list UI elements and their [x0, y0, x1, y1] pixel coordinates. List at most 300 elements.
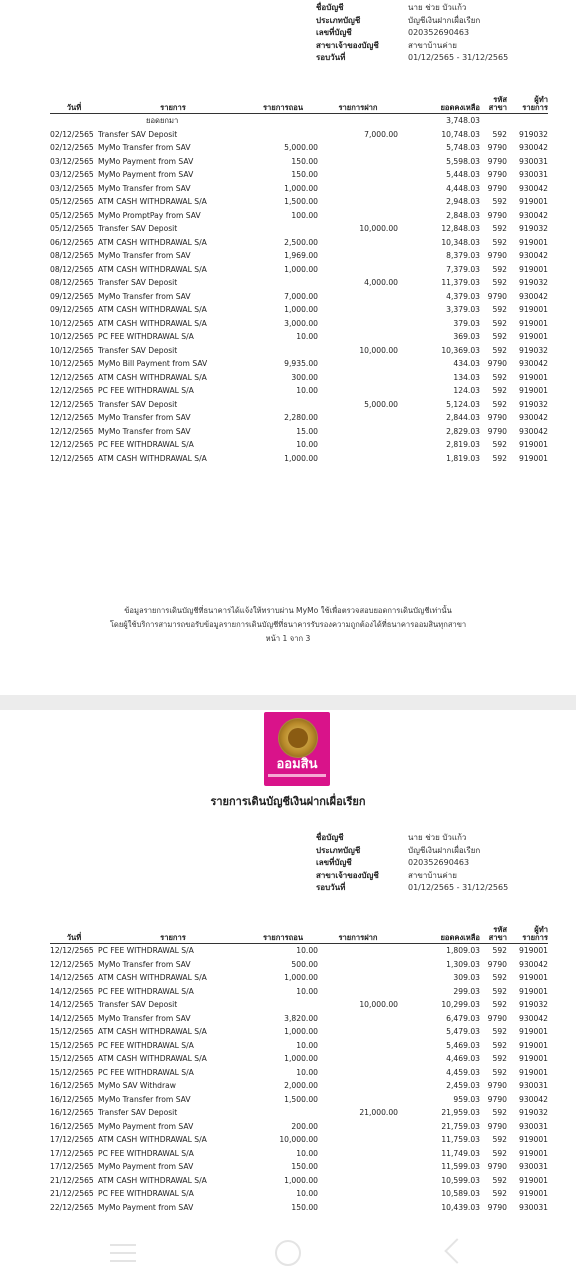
cell-branch-code: 592 [492, 305, 507, 314]
cell-deposit [318, 1133, 398, 1147]
table-row [50, 276, 548, 290]
account-number-value: 020352690463 [408, 28, 470, 37]
cell-branch-code: 592 [492, 1175, 507, 1185]
cell-teller: 930042 [519, 359, 548, 368]
cell-teller: 919001 [519, 453, 548, 463]
cell-deposit [318, 1093, 398, 1107]
cell-balance: 11,599.03 [441, 1162, 480, 1171]
cell-description: PC FEE WITHDRAWAL S/A [98, 1148, 194, 1158]
cell-balance: 11,379.03 [441, 278, 480, 287]
cell-balance: 10,439.03 [441, 1202, 480, 1212]
branch-label: สาขาเจ้าของบัญชี [316, 40, 379, 50]
cell-date: 05/12/2565 [50, 210, 94, 220]
table-body [50, 944, 548, 1215]
cell-withdrawal: 10.00 [296, 440, 318, 449]
cell-deposit [318, 1174, 398, 1188]
back-icon[interactable] [444, 1238, 469, 1263]
table-row [50, 357, 548, 371]
cell-branch-code: 9790 [487, 183, 507, 193]
cell-description: Transfer SAV Deposit [98, 1000, 178, 1009]
cell-description: ATM CASH WITHDRAWAL S/A [98, 264, 207, 274]
col-withdraw-header: รายการถอน [248, 924, 318, 944]
cell-deposit [318, 985, 398, 999]
table-row [50, 1174, 548, 1188]
cell-teller: 930042 [519, 426, 548, 436]
android-nav-bar [0, 1230, 576, 1280]
cell-deposit: 5,000.00 [364, 399, 398, 409]
cell-teller: 930042 [519, 1013, 548, 1023]
cell-balance: 12,848.03 [441, 224, 480, 233]
table-row [50, 1160, 548, 1174]
cell-date: 15/12/2565 [50, 1040, 94, 1050]
branch-value: สาขาบ้านค่าย [408, 40, 457, 50]
cell-branch-code: 9790 [487, 1121, 507, 1131]
cell-description: PC FEE WITHDRAWAL S/A [98, 332, 194, 341]
cell-description: MyMo Transfer from SAV [98, 291, 191, 301]
cell-withdrawal: 10.00 [296, 946, 318, 955]
cell-description: MyMo Transfer from SAV [98, 959, 191, 969]
cell-date: 10/12/2565 [50, 359, 94, 368]
cell-description: ATM CASH WITHDRAWAL S/A [98, 197, 207, 206]
table-row [50, 330, 548, 344]
table-row [50, 1201, 548, 1215]
cell-branch-code: 9790 [487, 1162, 507, 1171]
cell-balance: 299.03 [453, 986, 480, 996]
cell-branch-code: 592 [492, 386, 507, 395]
cell-branch-code: 592 [492, 946, 507, 955]
cell-teller: 930042 [519, 183, 548, 193]
cell-withdrawal: 15.00 [296, 426, 318, 436]
cell-withdrawal [248, 998, 318, 1012]
account-type-label: ประเภทบัญชี [316, 845, 361, 855]
table-row [50, 155, 548, 169]
statement-footer [0, 604, 576, 646]
cell-description: ATM CASH WITHDRAWAL S/A [98, 305, 207, 314]
col-branch-header: รหัส สาขา [480, 94, 507, 114]
cell-date: 08/12/2565 [50, 278, 94, 287]
cell-balance: 1,819.03 [446, 453, 480, 463]
recent-apps-icon[interactable] [110, 1244, 136, 1264]
cell-description: PC FEE WITHDRAWAL S/A [98, 1040, 194, 1050]
table-row [50, 452, 548, 466]
cell-date: 12/12/2565 [50, 959, 94, 969]
cell-balance: 7,379.03 [446, 264, 480, 274]
cell-balance: 11,749.03 [441, 1148, 480, 1158]
cell-description: MyMo Bill Payment from SAV [98, 359, 208, 368]
cell-description: Transfer SAV Deposit [98, 345, 178, 355]
cell-branch-code: 592 [492, 453, 507, 463]
cell-description: PC FEE WITHDRAWAL S/A [98, 946, 194, 955]
cell-balance: 5,479.03 [446, 1027, 480, 1036]
col-desc-header: รายการ [98, 94, 248, 114]
table-row [50, 344, 548, 358]
cell-deposit [318, 236, 398, 250]
cell-date: 08/12/2565 [50, 251, 94, 260]
cell-branch-code: 9790 [487, 1202, 507, 1212]
cell-date: 14/12/2565 [50, 986, 94, 996]
cell-branch-code: 592 [492, 345, 507, 355]
cell-balance: 5,598.03 [446, 156, 480, 166]
cell-deposit [318, 168, 398, 182]
cell-withdrawal: 1,500.00 [284, 197, 318, 206]
cell-withdrawal: 7,000.00 [284, 291, 318, 301]
cell-branch-code [480, 114, 507, 128]
table-header-row [50, 924, 548, 944]
cell-withdrawal: 150.00 [291, 1162, 318, 1171]
cell-withdrawal: 1,000.00 [284, 1027, 318, 1036]
cell-branch-code: 592 [492, 264, 507, 274]
cell-date: 02/12/2565 [50, 143, 94, 152]
logo-brand-text: ออมสิน [276, 757, 318, 772]
cell-deposit [318, 263, 398, 277]
cell-teller: 919001 [519, 440, 548, 449]
cell-deposit [318, 317, 398, 331]
cell-date: 12/12/2565 [50, 426, 94, 436]
footer-line-2: โดยผู้ใช้บริการสามารถขอรับข้อมูลรายการเดินบัญชีที่ธนาคารรับรองความถูกต้องได้ที่ธนาคารออมสินทุกสาขา [109, 620, 467, 629]
cell-balance: 959.03 [453, 1094, 480, 1104]
cell-deposit [318, 1160, 398, 1174]
cell-branch-code: 9790 [487, 359, 507, 368]
account-info [316, 2, 508, 65]
transactions-table-page-1 [50, 94, 548, 465]
account-number-value: 020352690463 [408, 858, 470, 867]
cell-branch-code: 592 [492, 1000, 507, 1009]
table-row [50, 1052, 548, 1066]
cell-deposit [318, 1201, 398, 1215]
cell-withdrawal: 1,000.00 [284, 1054, 318, 1063]
cell-teller: 930042 [519, 413, 548, 422]
cell-teller: 930042 [519, 291, 548, 301]
branch-value: สาขาบ้านค่าย [408, 870, 457, 880]
cell-description: ATM CASH WITHDRAWAL S/A [98, 453, 207, 463]
cell-date: 12/12/2565 [50, 399, 94, 409]
cell-balance: 21,959.03 [441, 1108, 480, 1117]
cell-description: PC FEE WITHDRAWAL S/A [98, 1189, 194, 1198]
cell-withdrawal: 300.00 [291, 372, 318, 382]
account-type-label: ประเภทบัญชี [316, 15, 361, 25]
cell-balance: 10,369.03 [441, 345, 480, 355]
cell-date: 05/12/2565 [50, 224, 94, 233]
cell-deposit [318, 944, 398, 958]
cell-description: Transfer SAV Deposit [98, 1108, 178, 1117]
cell-teller: 919032 [519, 399, 548, 409]
cell-date: 12/12/2565 [50, 453, 94, 463]
cell-withdrawal: 10.00 [296, 386, 318, 395]
cell-branch-code: 9790 [487, 1013, 507, 1023]
table-row [50, 944, 548, 958]
cell-balance: 6,479.03 [446, 1013, 480, 1023]
account-name-value: นาย ช่วย บัวแก้ว [408, 3, 467, 12]
cell-withdrawal: 10.00 [296, 1189, 318, 1198]
cell-teller: 930042 [519, 251, 548, 260]
cell-withdrawal: 1,500.00 [284, 1094, 318, 1104]
col-teller-header: ผู้ทำ รายการ [507, 924, 548, 944]
cell-deposit [318, 1079, 398, 1093]
table-row [50, 1079, 548, 1093]
cell-balance: 2,848.03 [446, 210, 480, 220]
cell-deposit [318, 141, 398, 155]
cell-description: PC FEE WITHDRAWAL S/A [98, 386, 194, 395]
cell-balance: 5,469.03 [446, 1040, 480, 1050]
cell-withdrawal: 1,000.00 [284, 1175, 318, 1185]
cell-balance: 134.03 [453, 372, 480, 382]
cell-balance: 2,844.03 [446, 413, 480, 422]
cell-description: MyMo Transfer from SAV [98, 143, 191, 152]
cell-date: 12/12/2565 [50, 386, 94, 395]
cell-teller: 930031 [519, 1162, 548, 1171]
cell-branch-code: 9790 [487, 1081, 507, 1090]
cell-teller: 919001 [519, 332, 548, 341]
cell-withdrawal: 100.00 [291, 210, 318, 220]
cell-date: 14/12/2565 [50, 1013, 94, 1023]
table-row [50, 141, 548, 155]
table-row [50, 114, 548, 128]
cell-withdrawal: 1,000.00 [284, 453, 318, 463]
cell-withdrawal: 500.00 [291, 959, 318, 969]
cell-date: 15/12/2565 [50, 1054, 94, 1063]
cell-branch-code: 592 [492, 318, 507, 328]
cell-date: 09/12/2565 [50, 305, 94, 314]
cell-branch-code: 9790 [487, 413, 507, 422]
cell-withdrawal: 10.00 [296, 1148, 318, 1158]
col-branch-header: รหัส สาขา [480, 924, 507, 944]
cell-branch-code: 592 [492, 1148, 507, 1158]
table-row [50, 1106, 548, 1120]
cell-teller: 919032 [519, 345, 548, 355]
cell-teller: 919032 [519, 129, 548, 139]
cell-description: ATM CASH WITHDRAWAL S/A [98, 1135, 207, 1144]
cell-withdrawal: 200.00 [291, 1121, 318, 1131]
cell-deposit [318, 330, 398, 344]
cell-date: 14/12/2565 [50, 973, 94, 982]
table-row [50, 1039, 548, 1053]
cell-date: 10/12/2565 [50, 318, 94, 328]
cell-withdrawal: 1,969.00 [284, 251, 318, 260]
cell-teller: 919001 [519, 305, 548, 314]
cell-branch-code: 9790 [487, 251, 507, 260]
cell-description: MyMo Payment from SAV [98, 1202, 194, 1212]
cell-teller: 930031 [519, 1202, 548, 1212]
cell-deposit [318, 209, 398, 223]
cell-description: MyMo Transfer from SAV [98, 1013, 191, 1023]
cell-teller: 919001 [519, 372, 548, 382]
cell-withdrawal: 2,280.00 [284, 413, 318, 422]
cell-branch-code: 592 [492, 440, 507, 449]
cell-teller: 919001 [519, 946, 548, 955]
period-label: รอบวันที่ [316, 53, 346, 62]
table-row [50, 168, 548, 182]
cell-branch-code: 9790 [487, 426, 507, 436]
cell-deposit [318, 1120, 398, 1134]
cell-branch-code: 9790 [487, 1094, 507, 1104]
cell-balance: 379.03 [453, 318, 480, 328]
table-row [50, 1133, 548, 1147]
col-deposit-header: รายการฝาก [318, 94, 398, 114]
cell-teller: 930031 [519, 1121, 548, 1131]
cell-description: MyMo Transfer from SAV [98, 1094, 191, 1104]
cell-date: 12/12/2565 [50, 372, 94, 382]
cell-deposit: 7,000.00 [364, 129, 398, 139]
cell-date: 03/12/2565 [50, 183, 94, 193]
cell-branch-code: 592 [492, 197, 507, 206]
cell-date: 12/12/2565 [50, 413, 94, 422]
cell-description: MyMo Payment from SAV [98, 156, 194, 166]
cell-balance: 3,379.03 [446, 305, 480, 314]
table-row [50, 398, 548, 412]
col-date-header: วันที่ [50, 94, 98, 114]
cell-balance: 124.03 [453, 386, 480, 395]
cell-withdrawal: 150.00 [291, 156, 318, 166]
cell-teller: 930042 [519, 210, 548, 220]
cell-deposit: 4,000.00 [364, 278, 398, 287]
cell-date: 08/12/2565 [50, 264, 94, 274]
cell-teller: 919001 [519, 318, 548, 328]
cell-teller: 919001 [519, 1175, 548, 1185]
account-name-label: ชื่อบัญชี [316, 833, 344, 842]
cell-deposit [318, 1012, 398, 1026]
cell-balance: 369.03 [453, 332, 480, 341]
cell-deposit [318, 1025, 398, 1039]
cell-withdrawal: 150.00 [291, 170, 318, 179]
cell-branch-code: 592 [492, 1108, 507, 1117]
cell-teller: 919001 [519, 197, 548, 206]
cell-deposit: 10,000.00 [359, 224, 398, 233]
cell-date: 21/12/2565 [50, 1175, 94, 1185]
cell-description: PC FEE WITHDRAWAL S/A [98, 986, 194, 996]
cell-date: 16/12/2565 [50, 1094, 94, 1104]
cell-balance: 3,748.03 [446, 116, 480, 125]
cell-withdrawal: 3,820.00 [284, 1013, 318, 1023]
cell-deposit [318, 1039, 398, 1053]
cell-balance: 5,124.03 [446, 399, 480, 409]
cell-date: 05/12/2565 [50, 197, 94, 206]
cell-balance: 10,748.03 [441, 129, 480, 139]
cell-branch-code: 9790 [487, 170, 507, 179]
cell-description: Transfer SAV Deposit [98, 129, 178, 139]
table-row [50, 182, 548, 196]
cell-teller: 919032 [519, 1000, 548, 1009]
table-row [50, 438, 548, 452]
table-row [50, 236, 548, 250]
cell-description: MyMo Transfer from SAV [98, 251, 191, 260]
cell-balance: 8,379.03 [446, 251, 480, 260]
cell-branch-code: 592 [492, 278, 507, 287]
cell-deposit [318, 971, 398, 985]
home-icon[interactable] [275, 1240, 301, 1266]
cell-withdrawal: 10.00 [296, 1067, 318, 1077]
cell-deposit [318, 438, 398, 452]
cell-branch-code: 592 [492, 1054, 507, 1063]
cell-deposit [318, 452, 398, 466]
col-teller-header: ผู้ทำ รายการ [507, 94, 548, 114]
cell-description: ATM CASH WITHDRAWAL S/A [98, 1054, 207, 1063]
cell-deposit [318, 155, 398, 169]
table-row [50, 1120, 548, 1134]
table-row [50, 195, 548, 209]
cell-balance: 5,748.03 [446, 143, 480, 152]
period-label: รอบวันที่ [316, 883, 346, 892]
account-name-value: นาย ช่วย บัวแก้ว [408, 833, 467, 842]
table-header-row [50, 94, 548, 114]
cell-description: ATM CASH WITHDRAWAL S/A [98, 1175, 207, 1185]
col-deposit-header: รายการฝาก [318, 924, 398, 944]
table-row [50, 1147, 548, 1161]
cell-description: ATM CASH WITHDRAWAL S/A [98, 318, 207, 328]
col-balance-header: ยอดคงเหลือ [398, 924, 480, 944]
cell-balance: 11,759.03 [441, 1135, 480, 1144]
table-row [50, 1093, 548, 1107]
period-value: 01/12/2565 - 31/12/2565 [408, 883, 509, 892]
cell-description: MyMo Payment from SAV [98, 1162, 194, 1171]
cell-description: MyMo SAV Withdraw [98, 1081, 176, 1090]
cell-balance: 5,448.03 [446, 170, 480, 179]
cell-description: MyMo Transfer from SAV [98, 413, 191, 422]
cell-description: ATM CASH WITHDRAWAL S/A [98, 237, 207, 247]
table-row [50, 128, 548, 142]
cell-description: ATM CASH WITHDRAWAL S/A [98, 372, 207, 382]
cell-description: PC FEE WITHDRAWAL S/A [98, 440, 194, 449]
cell-branch-code: 592 [492, 1189, 507, 1198]
cell-withdrawal: 10.00 [296, 986, 318, 996]
table-row [50, 371, 548, 385]
cell-teller: 919001 [519, 386, 548, 395]
gsb-logo [264, 712, 330, 786]
cell-balance: 1,309.03 [446, 959, 480, 969]
table-row [50, 290, 548, 304]
cell-date: 09/12/2565 [50, 291, 94, 301]
cell-description: ATM CASH WITHDRAWAL S/A [98, 1027, 207, 1036]
cell-branch-code: 592 [492, 1027, 507, 1036]
cell-withdrawal: 150.00 [291, 1202, 318, 1212]
cell-branch-code: 9790 [487, 959, 507, 969]
cell-date: 10/12/2565 [50, 332, 94, 341]
cell-date: 17/12/2565 [50, 1148, 94, 1158]
cell-withdrawal: 1,000.00 [284, 305, 318, 314]
cell-branch-code: 9790 [487, 143, 507, 152]
col-desc-header: รายการ [98, 924, 248, 944]
cell-balance: 10,599.03 [441, 1175, 480, 1185]
cell-deposit [318, 290, 398, 304]
cell-date: 15/12/2565 [50, 1027, 94, 1036]
cell-description: Transfer SAV Deposit [98, 278, 178, 287]
cell-withdrawal [248, 398, 318, 412]
col-balance-header: ยอดคงเหลือ [398, 94, 480, 114]
cell-teller: 930042 [519, 1094, 548, 1104]
cell-branch-code: 9790 [487, 156, 507, 166]
cell-date: 17/12/2565 [50, 1135, 94, 1144]
cell-balance: 2,829.03 [446, 426, 480, 436]
cell-balance: 309.03 [453, 973, 480, 982]
cell-deposit: 21,000.00 [359, 1108, 398, 1117]
cell-teller: 919032 [519, 224, 548, 233]
cell-deposit [318, 384, 398, 398]
account-name-label: ชื่อบัญชี [316, 3, 344, 12]
cell-withdrawal: 1,000.00 [284, 264, 318, 274]
cell-deposit: 10,000.00 [359, 1000, 398, 1009]
cell-balance: 2,819.03 [446, 440, 480, 449]
table-body [50, 114, 548, 466]
cell-teller: 919001 [519, 1027, 548, 1036]
cell-deposit [318, 249, 398, 263]
cell-deposit [318, 303, 398, 317]
cell-teller: 930031 [519, 1081, 548, 1090]
cell-withdrawal: 1,000.00 [284, 183, 318, 193]
cell-teller: 919001 [519, 1054, 548, 1063]
cell-date: 14/12/2565 [50, 1000, 94, 1009]
col-date-header: วันที่ [50, 924, 98, 944]
table-row [50, 303, 548, 317]
cell-description: PC FEE WITHDRAWAL S/A [98, 1067, 194, 1077]
